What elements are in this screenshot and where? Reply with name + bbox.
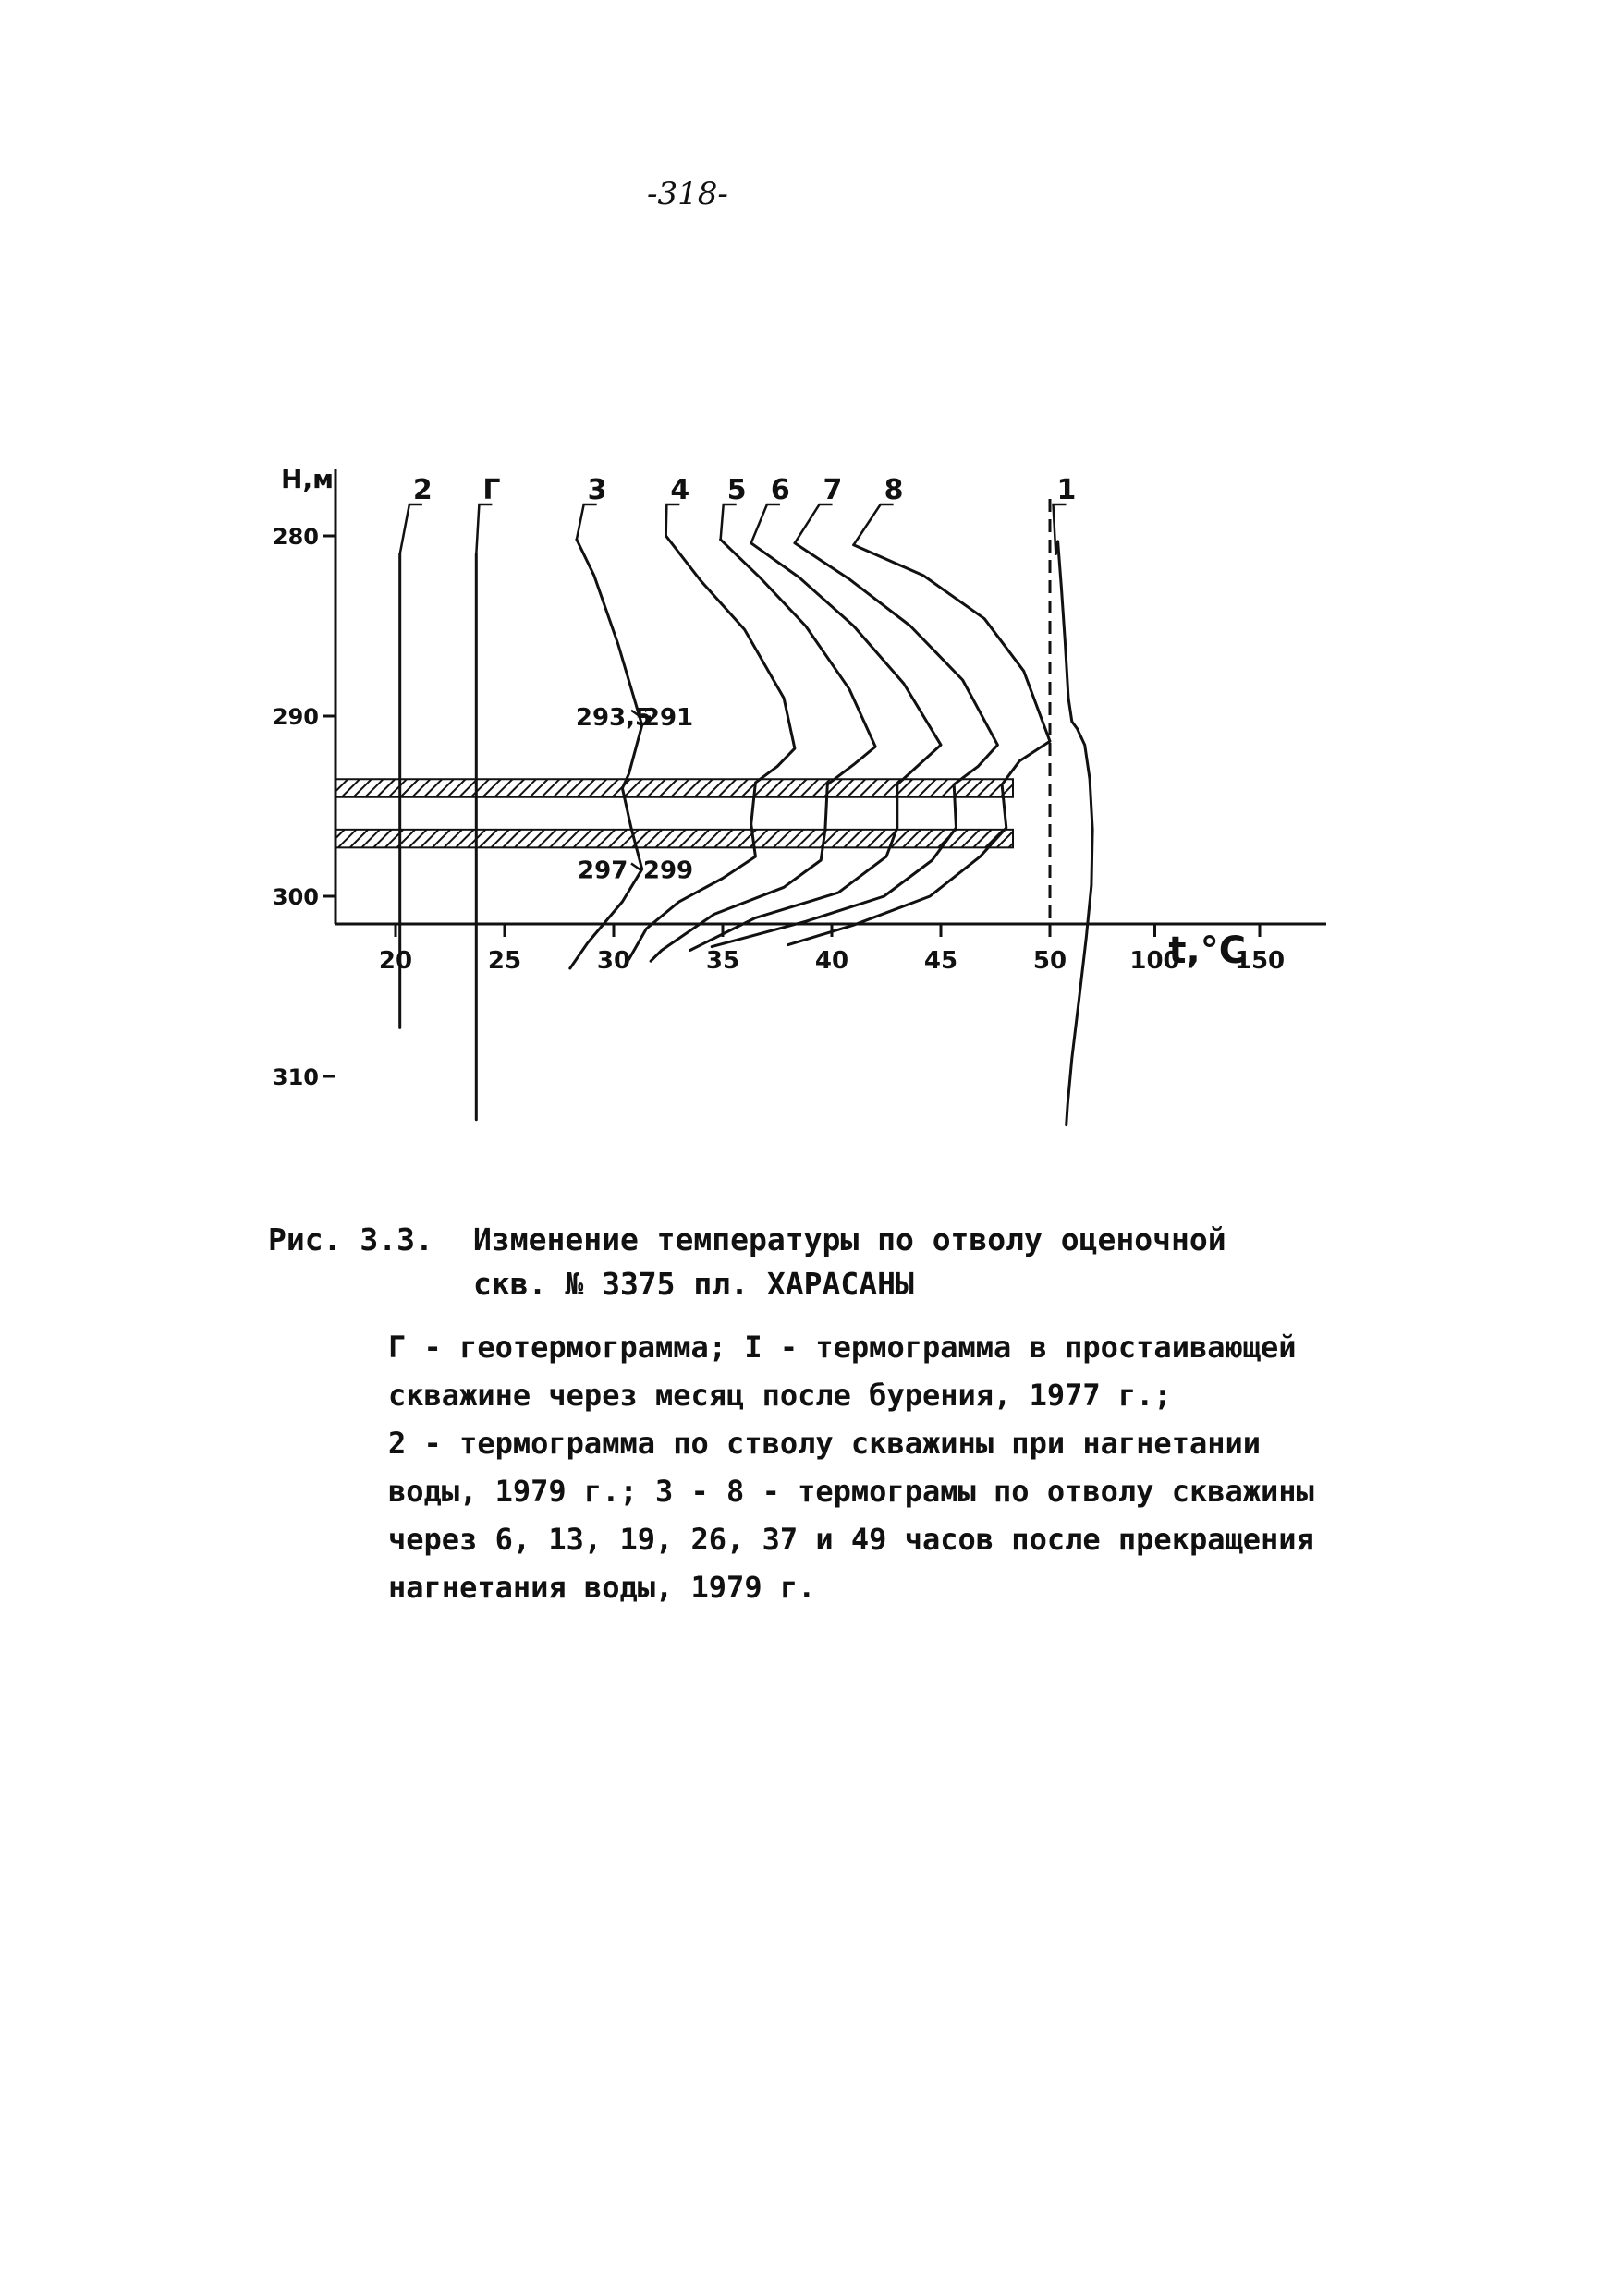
series-label-2: 2 [412,474,433,506]
series-leader-4 [666,504,680,536]
series-line-6 [690,543,941,951]
depth-annotation: 297 [578,856,628,885]
x-tick-label: 25 [487,947,522,975]
series-leader-Г [476,504,492,554]
legend-line: воды, 1979 г.; 3 - 8 - термограмы по отволу скважины [388,1474,1314,1509]
series-leader-2 [400,504,422,554]
thermogram-chart [259,443,1368,1090]
figure-legend-text [388,1323,1433,1611]
legend-line: скважине через месяц после бурения, 1977 г.; [388,1378,1172,1413]
series-leader-7 [795,504,833,543]
y-tick-label: 280 [272,524,319,550]
x-tick-label: 50 [1032,947,1067,975]
depth-annotation: 291 [642,703,694,732]
legend-line: через 6, 13, 19, 26, 37 и 49 часов после прекращения [388,1522,1314,1557]
y-tick-label: 310 [272,1064,319,1090]
series-leader-5 [721,504,737,540]
series-leader-6 [751,504,780,543]
annotation-arrow [631,864,640,870]
series-label-4: 4 [670,474,690,506]
x-tick-label: 20 [378,947,413,975]
x-tick-label: 40 [814,947,849,975]
axes-layer [323,469,1326,1076]
series-line-4 [629,536,795,959]
caption-title-line1: Изменение температуры по отволу оценочной [473,1221,1226,1257]
series-label-Г: Г [482,474,501,506]
labels-layer [273,464,1285,1090]
page-number: -318- [647,176,728,213]
series-label-8: 8 [884,474,904,506]
series-line-7 [712,543,997,947]
series-label-1: 1 [1056,474,1077,506]
x-axis-label: t,°C [1168,929,1247,972]
series-label-3: 3 [587,474,607,506]
x-tick-label: 30 [596,947,631,975]
figure-caption [268,1218,1226,1306]
hatched-zone [335,830,1013,848]
depth-annotation: 299 [642,856,694,885]
x-tick-label: 35 [705,947,740,975]
caption-title-line2: скв. № 3375 пл. ХАРАСАНЫ [473,1266,914,1302]
zones-layer [335,779,1013,847]
series-line-8 [788,545,1050,945]
depth-annotation: 293,5 [575,703,652,732]
legend-line: 2 - термограмма по стволу скважины при нагнетании [388,1426,1262,1461]
y-tick-label: 300 [272,884,319,910]
legend-line: Г - геотермограмма; I - термограмма в простаивающей [388,1330,1297,1365]
series-layer [400,504,1092,1125]
figure-label: Рис. 3.3. [268,1221,433,1257]
series-leader-3 [577,504,597,540]
x-tick-label: 100 [1129,947,1180,975]
series-line-3 [570,540,642,968]
series-line-1 [1055,541,1092,1125]
x-tick-label: 150 [1234,947,1286,975]
y-tick-label: 290 [272,704,319,730]
x-tick-label: 45 [923,947,958,975]
y-axis-label: Н,м [281,464,334,494]
series-leader-8 [854,504,894,545]
series-label-6: 6 [770,474,790,506]
series-label-5: 5 [726,474,747,506]
hatched-zone [335,779,1013,797]
series-label-7: 7 [823,474,843,506]
legend-line: нагнетания воды, 1979 г. [388,1570,816,1605]
